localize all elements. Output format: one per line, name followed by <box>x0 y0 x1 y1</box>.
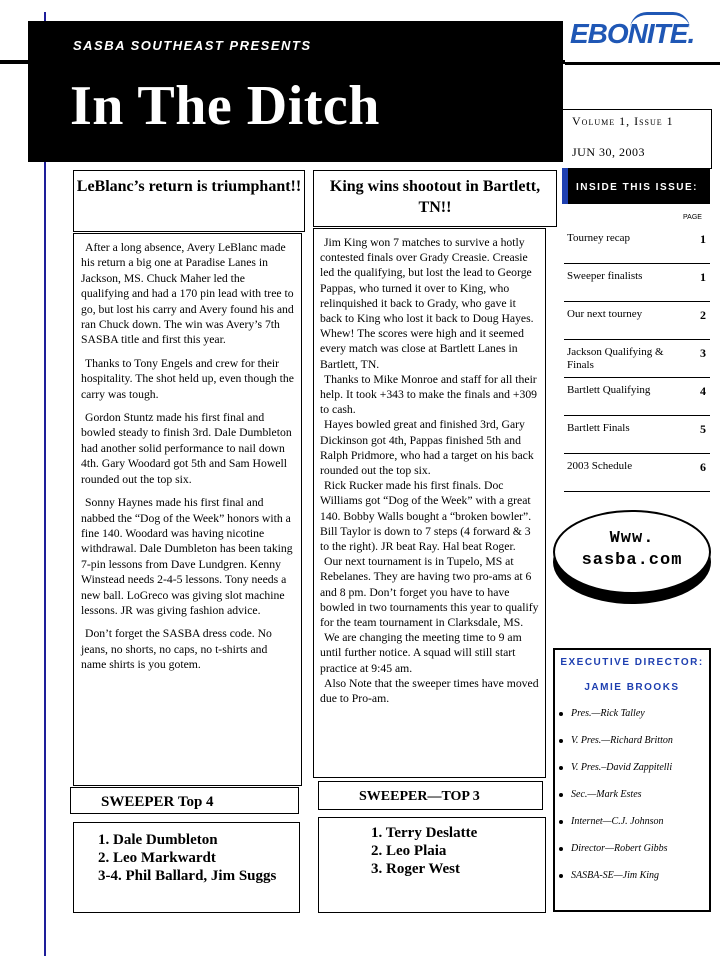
bullet-icon <box>559 793 563 797</box>
story2-paragraph: Hayes bowled great and finished 3rd, Gary Dickinson got 4th, Pappas finished 5th and Ralph Pridmore, who had a target on his back rounded out the top six. <box>320 418 534 478</box>
sweeper1-item: 3-4. Phil Ballard, Jim Suggs <box>98 868 277 884</box>
officer-item <box>559 843 668 854</box>
toc-item-page: 5 <box>700 422 706 436</box>
officer-item <box>559 870 659 881</box>
toc-item-page: 1 <box>700 232 706 246</box>
inside-issue-accent <box>562 168 568 204</box>
banner-rule <box>0 60 565 64</box>
sweeper1-title <box>70 787 299 814</box>
toc-item-page: 4 <box>700 384 706 398</box>
sweeper2-item: 1. Terry Deslatte <box>371 825 478 841</box>
toc-item-label: Jackson Qualifying & Finals <box>567 346 664 371</box>
officer-item <box>559 735 673 746</box>
issue-date: JUN 30, 2003 <box>572 145 646 159</box>
story2-paragraph: Also Note that the sweeper times have moved due to Pro-am. <box>320 676 539 706</box>
story1-paragraph: Gordon Stuntz made his first final and bowled steady to finish 3rd. Dale Dumbleton had another solid performance to nail down 4th. Gary Woodard got 5th and Sam Howell rounded out the top six. <box>81 411 292 486</box>
officer-text: Pres.—Rick Talley <box>571 708 645 719</box>
bullet-icon <box>559 820 563 824</box>
website-line-2: sasba.com <box>581 551 683 570</box>
officer-item <box>559 762 672 773</box>
executive-heading: EXECUTIVE DIRECTOR: <box>560 657 704 668</box>
toc-item[interactable] <box>564 264 710 302</box>
story2-paragraph: Thanks to Mike Monroe and staff for all their help. It took +343 to make the finals and +309 to cash. <box>320 372 538 417</box>
toc-page-label: PAGE <box>683 214 702 221</box>
toc-item[interactable] <box>564 378 710 416</box>
story1-body <box>73 233 302 786</box>
sweeper1-title-text: SWEEPER Top 4 <box>101 794 214 810</box>
story2-paragraph: Jim King won 7 matches to survive a hotly contested finals over Grady Creasie. Creasie led the qualifying, but lost the lead to George Pappas, who turned it over to King, who relinquished it back to Grady, who gave it back to King who lost it back to Doug Hayes. Whew! The scores were high and it seemed every match was close at Bartlett Lanes in Bartlett, TN. <box>320 236 534 371</box>
newsletter-title: In The Ditch <box>70 75 380 137</box>
bullet-icon <box>559 712 563 716</box>
bullet-icon <box>559 847 563 851</box>
officer-text: V. Pres.–David Zappitelli <box>571 762 673 773</box>
toc-item-label: Bartlett Finals <box>567 422 630 434</box>
presents-line: SASBA SOUTHEAST PRESENTS <box>73 38 312 53</box>
story2-paragraph: Our next tournament is in Tupelo, MS at Rebelanes. They are having two pro-ams at 6 and 8 pm. Don’t forget you have to have bowled in two tournaments this year to qualify for the team tournament in Clarksdale, MS. <box>320 555 539 630</box>
sweeper1-list <box>73 822 300 913</box>
officer-text: SASBA-SE—Jim King <box>571 870 660 881</box>
officer-text: Internet—C.J. Johnson <box>571 816 664 827</box>
toc-item-label: Sweeper finalists <box>567 270 643 282</box>
officer-text: V. Pres.—Richard Britton <box>571 735 673 746</box>
header-rule <box>565 62 720 65</box>
inside-issue-heading: INSIDE THIS ISSUE: <box>576 182 699 193</box>
toc-item[interactable] <box>564 454 710 492</box>
story2-body <box>313 228 546 778</box>
website-line-1: Www. <box>609 529 655 548</box>
toc-item[interactable] <box>564 340 710 378</box>
story2-headline-text: King wins shootout in Bartlett, TN!! <box>329 178 541 216</box>
story1-headline <box>73 170 305 232</box>
sweeper2-item: 3. Roger West <box>371 861 461 877</box>
toc-item[interactable] <box>564 416 710 454</box>
toc-item[interactable] <box>564 302 710 340</box>
story1-headline-text: LeBlanc’s return is triumphant!! <box>76 178 302 195</box>
toc-item-label: 2003 Schedule <box>567 460 633 472</box>
story2-headline <box>313 170 557 227</box>
story2-paragraph: Rick Rucker made his first finals. Doc Williams got “Dog of the Week” with a great 140. Bobby Walls bought a “broken bowler”. Bill Taylor is down to 7 steps (4 forward & 3 to the right). JR beat Ray. Hal beat Roger. <box>320 479 532 554</box>
story1-paragraph: Sonny Haynes made his first final and nabbed the “Dog of the Week” honors with a fine 140. Woodard was having nicotine withdrawal. Dale Dumbleton has been taking 7-pin lessons from Dave Lundgren. Kenny Winstead needs 2-4-5 lessons. Tony needs a new ball. LoGreco was giving slot machine lessons. JR was giving fashion advice. <box>81 496 293 617</box>
website-link[interactable] <box>553 528 711 572</box>
sweeper2-title-text: SWEEPER—TOP 3 <box>359 789 480 804</box>
story1-paragraph: Don’t forget the SASBA dress code. No jeans, no shorts, no caps, no t-shirts and name shirts is you gotem. <box>81 627 272 672</box>
toc-item[interactable] <box>564 226 710 264</box>
bullet-icon <box>559 766 563 770</box>
executive-director-name: JAMIE BROOKS <box>584 682 680 693</box>
officer-item <box>559 816 664 827</box>
story2-paragraph: We are changing the meeting time to 9 am until further notice. A squad will still start practice at 9:45 am. <box>320 631 522 675</box>
sweeper1-item: 1. Dale Dumbleton <box>98 832 218 848</box>
toc-item-label: Bartlett Qualifying <box>567 384 651 396</box>
sweeper2-title <box>318 781 543 810</box>
volume-issue: Volume 1, Issue 1 <box>572 114 674 128</box>
officer-item <box>559 708 645 719</box>
story1-paragraph: Thanks to Tony Engels and crew for their hospitality. The shot held up, even though the carry was tough. <box>81 356 294 401</box>
sweeper2-item: 2. Leo Plaia <box>371 843 447 859</box>
bullet-icon <box>559 874 563 878</box>
toc-item-page: 2 <box>700 308 706 322</box>
toc-item-page: 3 <box>700 346 706 360</box>
story1-paragraph: After a long absence, Avery LeBlanc made his return a big one at Paradise Lanes in Jackson, MS. Chuck Maher led the qualifying and had a 170 pin lead with tree to go, but lost his carry and Avery found his and ran Chuck down. The win was Avery’s 7th SASBA title and first this year. <box>81 241 294 347</box>
toc-item-page: 1 <box>700 270 706 284</box>
ebonite-logo: EBONITE. <box>570 18 695 49</box>
bullet-icon <box>559 739 563 743</box>
toc-item-label: Tourney recap <box>567 232 631 244</box>
sweeper2-list <box>318 817 546 913</box>
sweeper1-item: 2. Leo Markwardt <box>98 850 216 866</box>
officer-item <box>559 789 642 800</box>
toc-item-page: 6 <box>700 460 706 474</box>
toc-item-label: Our next tourney <box>567 308 643 320</box>
officer-text: Director—Robert Gibbs <box>571 843 668 854</box>
officer-text: Sec.—Mark Estes <box>571 789 642 800</box>
